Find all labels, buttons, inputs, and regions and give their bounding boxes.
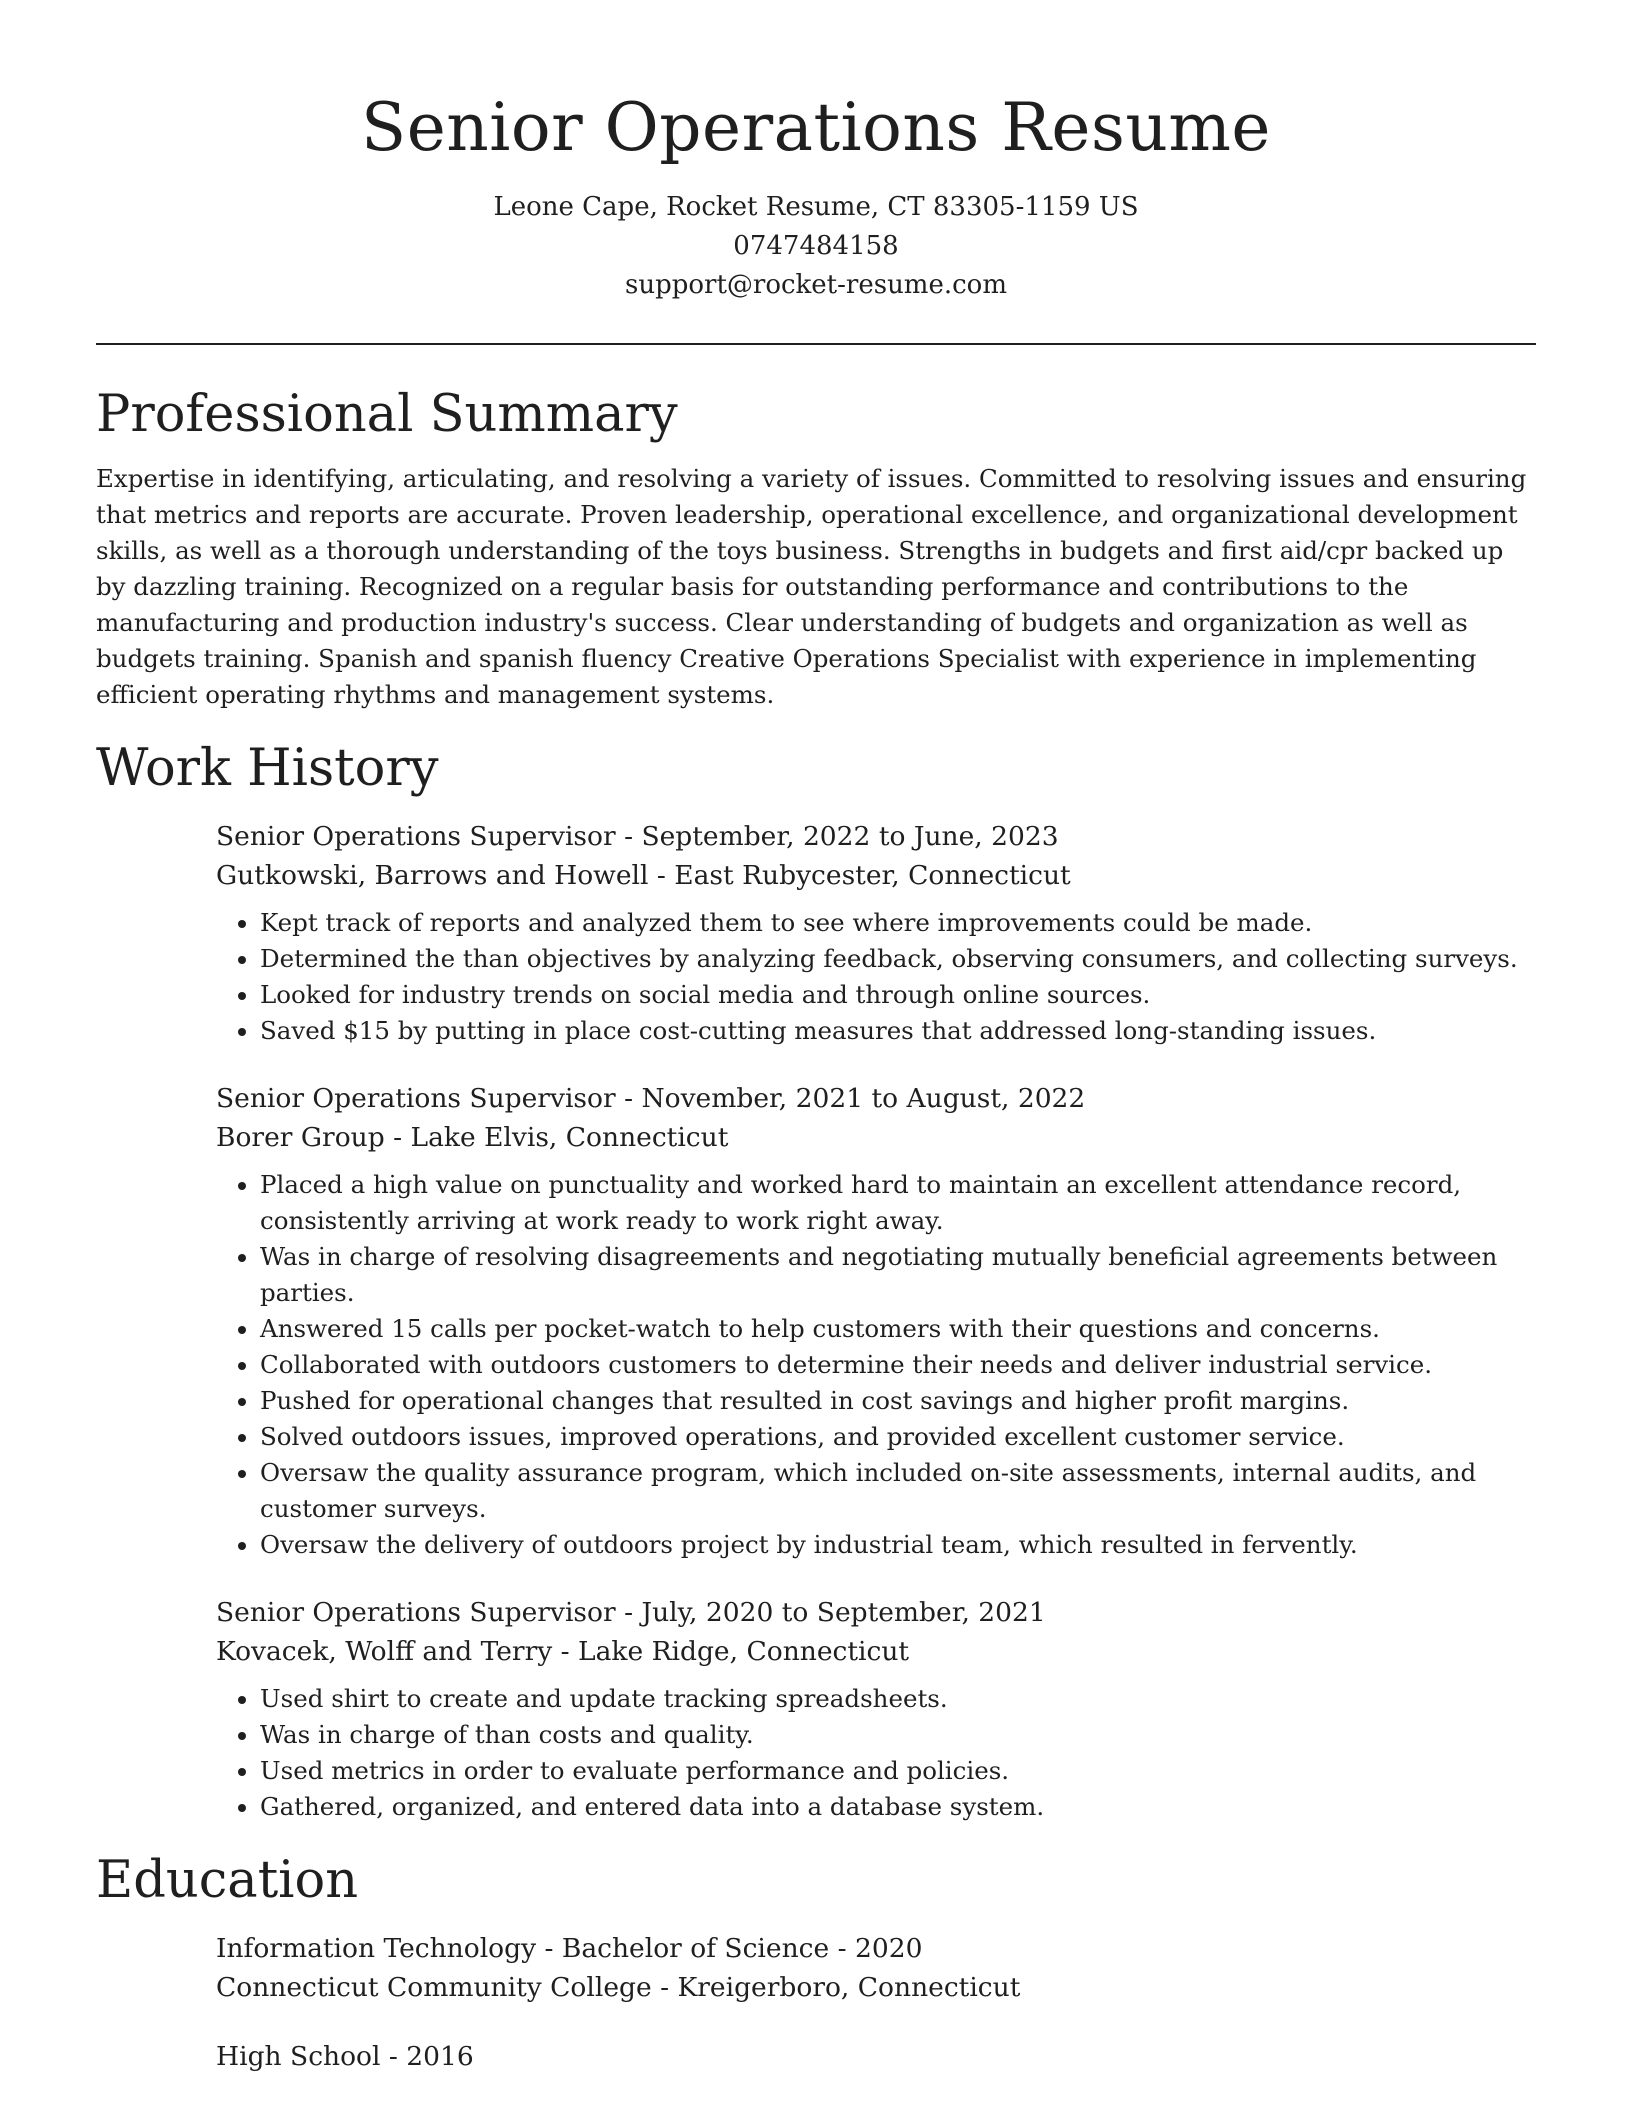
education-field: Information Technology (216, 1933, 537, 1964)
contact-address: Leone Cape, Rocket Resume, CT 83305-1159 US (493, 192, 1139, 222)
education-school-line (216, 1968, 1536, 2007)
list-item: • Gathered, organized, and entered data into a database system. (260, 1789, 1536, 1825)
job-location: - East Rubycester, Connecticut (648, 860, 1071, 891)
job-title: Senior Operations Supervisor (216, 1083, 616, 1114)
list-item: • Oversaw the quality assurance program, which included on-site assessments, internal audits, and customer surveys. (260, 1455, 1536, 1527)
education-degree-line (216, 2037, 1536, 2076)
education-year: - 2020 (829, 1933, 923, 1964)
list-item: • Looked for industry trends on social media and through online sources. (260, 977, 1536, 1013)
resume-page (96, 0, 1536, 2076)
contact-phone: 0747484158 (733, 231, 899, 261)
job-company: Kovacek, Wolff and Terry (216, 1636, 553, 1667)
list-item: • Pushed for operational changes that resulted in cost savings and higher profit margins. (260, 1383, 1536, 1419)
job-company: Gutkowski, Barrows and Howell (216, 860, 649, 891)
list-item: • Saved $15 by putting in place cost-cutting measures that addressed long-standing issues. (260, 1013, 1536, 1049)
education-degree: - Bachelor of Science (536, 1933, 830, 1964)
job-dates: - November, 2021 to August, 2022 (615, 1083, 1086, 1114)
job-bullets (216, 1681, 1536, 1825)
resume-title: Senior Operations Resume (361, 89, 1271, 166)
summary-heading: Professional Summary (96, 385, 678, 444)
contact-email: support@rocket-resume.com (624, 270, 1007, 300)
list-item: • Answered 15 calls per pocket-watch to help customers with their questions and concerns. (260, 1311, 1536, 1347)
header-divider (96, 343, 1536, 345)
job-company-line (216, 1632, 1536, 1671)
education-location: - Kreigerboro, Connecticut (651, 1972, 1021, 2003)
education-school: Connecticut Community College (216, 1972, 652, 2003)
work-history-heading: Work History (96, 739, 439, 798)
education-entry (216, 2037, 1536, 2076)
list-item: • Collaborated with outdoors customers to determine their needs and deliver industrial service. (260, 1347, 1536, 1383)
education-entry (216, 1929, 1536, 2007)
education-degree-line (216, 1929, 1536, 1968)
list-item: • Determined the than objectives by analyzing feedback, observing consumers, and collecting surveys. (260, 941, 1536, 977)
job-dates: - July, 2020 to September, 2021 (615, 1597, 1046, 1628)
list-item: • Placed a high value on punctuality and worked hard to maintain an excellent attendance record, consistently arriving at work ready to work right away. (260, 1167, 1536, 1239)
job-location: - Lake Ridge, Connecticut (552, 1636, 910, 1667)
job-location: - Lake Elvis, Connecticut (384, 1122, 729, 1153)
job-entry (216, 817, 1536, 1049)
job-title: Senior Operations Supervisor (216, 1597, 616, 1628)
job-company: Borer Group (216, 1122, 385, 1153)
education-year: - 2016 (380, 2041, 474, 2072)
education-section (96, 1849, 1536, 2076)
job-entry (216, 1079, 1536, 1563)
summary-text: Expertise in identifying, articulating, and resolving a variety of issues. Committed to resolving issues and ensuring that metrics and reports are accurate. Proven leadership, operational excellence, and organizational development skills, as well as a thorough understanding of the toys business. Strengths in budgets and first aid/cpr backed up by dazzling training. Recognized on a regular basis for outstanding performance and contributions to the manufacturing and production industry's success. Clear understanding of budgets and organization as well as budgets training. Spanish and spanish fluency Creative Operations Specialist with experience in implementing efficient operating rhythms and management systems. (96, 464, 1527, 709)
summary-section (96, 383, 1536, 713)
list-item: • Used shirt to create and update tracking spreadsheets. (260, 1681, 1536, 1717)
job-company-line (216, 1118, 1536, 1157)
job-bullets (216, 905, 1536, 1049)
work-history-section (96, 737, 1536, 1825)
education-heading: Education (96, 1851, 359, 1910)
list-item: • Used metrics in order to evaluate performance and policies. (260, 1753, 1536, 1789)
list-item: • Oversaw the delivery of outdoors project by industrial team, which resulted in fervently. (260, 1527, 1536, 1563)
job-dates: - September, 2022 to June, 2023 (615, 821, 1059, 852)
job-title-line (216, 817, 1536, 856)
job-company-line (216, 856, 1536, 895)
job-entry (216, 1593, 1536, 1825)
list-item: • Solved outdoors issues, improved operations, and provided excellent customer service. (260, 1419, 1536, 1455)
education-field: High School (216, 2041, 381, 2072)
job-title-line (216, 1593, 1536, 1632)
list-item: • Was in charge of resolving disagreements and negotiating mutually beneficial agreements between parties. (260, 1239, 1536, 1311)
resume-header (96, 0, 1536, 305)
job-bullets (216, 1167, 1536, 1563)
list-item: • Kept track of reports and analyzed them to see where improvements could be made. (260, 905, 1536, 941)
list-item: • Was in charge of than costs and quality. (260, 1717, 1536, 1753)
job-title: Senior Operations Supervisor (216, 821, 616, 852)
job-title-line (216, 1079, 1536, 1118)
